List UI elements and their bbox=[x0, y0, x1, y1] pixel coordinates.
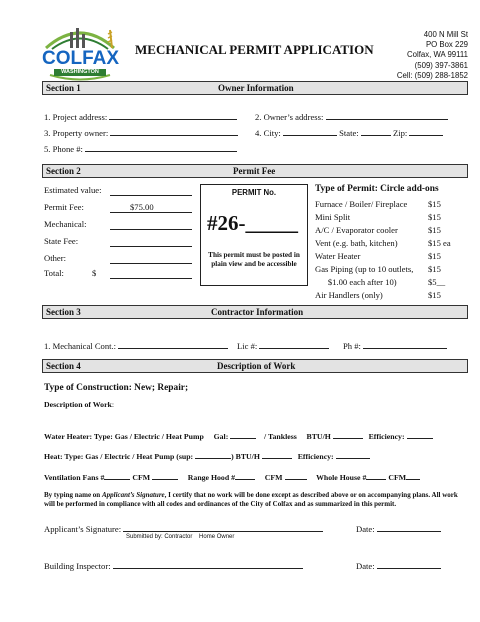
zip-label: Zip: bbox=[393, 128, 408, 138]
city-field[interactable] bbox=[255, 127, 443, 138]
certification-statement bbox=[44, 491, 468, 510]
ventilation-fans-line[interactable] bbox=[104, 471, 130, 480]
heat-sup-line[interactable] bbox=[195, 450, 231, 459]
heat-efficiency-line[interactable] bbox=[336, 450, 370, 459]
fee-amount: $15 bbox=[428, 212, 441, 222]
cert-signature-ref: Applicant’s Signature bbox=[101, 491, 165, 499]
heat-label: Heat: Type: Gas / Electric / Heat Pump (sup: bbox=[44, 452, 194, 461]
tankless-label: / Tankless bbox=[264, 432, 297, 441]
city-line[interactable] bbox=[283, 127, 337, 136]
property-owner-label: 3. Property owner: bbox=[44, 128, 109, 138]
logo-text: COLFAX bbox=[42, 48, 120, 69]
whole-house-cfm-line[interactable] bbox=[406, 471, 420, 480]
logo-subtext: WASHINGTON bbox=[54, 69, 106, 76]
mechanical-contractor-label: 1. Mechanical Cont.: bbox=[44, 341, 117, 351]
heat-row[interactable] bbox=[44, 450, 370, 461]
fee-label[interactable]: $1.00 each after 10) bbox=[315, 277, 397, 287]
whole-house-cfm-label: CFM bbox=[388, 473, 407, 482]
fee-amount: $15 bbox=[428, 251, 441, 261]
contractor-phone-label: Ph #: bbox=[343, 341, 361, 351]
section2-header bbox=[42, 164, 468, 178]
estimated-value-label: Estimated value: bbox=[44, 185, 102, 195]
owner-address-line[interactable] bbox=[326, 111, 448, 120]
colfax-logo bbox=[40, 22, 120, 82]
description-colon: : bbox=[111, 400, 115, 409]
section1-label: Section 1 bbox=[46, 83, 81, 93]
water-heater-btuh-label: BTU/H bbox=[306, 432, 331, 441]
water-heater-efficiency-line[interactable] bbox=[407, 430, 433, 439]
water-heater-label: Water Heater: Type: Gas / Electric / Heat Pump bbox=[44, 432, 204, 441]
whole-house-label: Whole House # bbox=[316, 473, 367, 482]
total-line[interactable] bbox=[110, 278, 192, 279]
permit-number-box bbox=[200, 184, 308, 286]
zip-line[interactable] bbox=[409, 127, 443, 136]
type-of-permit-heading: Type of Permit: Circle add-ons bbox=[315, 184, 439, 194]
property-owner-field[interactable] bbox=[44, 127, 238, 138]
applicant-date-label: Date: bbox=[356, 524, 375, 534]
project-address-label: 1. Project address: bbox=[44, 112, 108, 122]
section3-label: Section 3 bbox=[46, 307, 81, 317]
water-heater-btuh-line[interactable] bbox=[333, 430, 363, 439]
gal-label: Gal: bbox=[213, 432, 229, 441]
mechanical-label: Mechanical: bbox=[44, 219, 87, 229]
submitted-by[interactable]: Submitted by: Contractor Home Owner bbox=[126, 534, 235, 540]
other-line[interactable] bbox=[110, 263, 192, 264]
page-title: MECHANICAL PERMIT APPLICATION bbox=[135, 42, 374, 57]
permit-fee-line[interactable] bbox=[110, 212, 192, 213]
inspector-date-label: Date: bbox=[356, 561, 375, 571]
fee-label[interactable]: Water Heater bbox=[315, 251, 361, 261]
address-line: Colfax, WA 99111 bbox=[407, 50, 468, 60]
state-label: State: bbox=[339, 128, 359, 138]
owner-address-field[interactable] bbox=[255, 111, 448, 122]
range-hood-cfm-label: CFM bbox=[264, 473, 283, 482]
heat-btuh-line[interactable] bbox=[262, 450, 292, 459]
applicant-date-field[interactable] bbox=[356, 523, 441, 534]
fee-label[interactable]: Mini Split bbox=[315, 212, 351, 222]
applicant-signature-line[interactable] bbox=[123, 523, 323, 532]
fee-amount: $15 ea bbox=[428, 238, 451, 248]
section3-header bbox=[42, 305, 468, 319]
address-line: PO Box 229 bbox=[425, 40, 468, 50]
contractor-phone-field[interactable] bbox=[343, 340, 447, 351]
whole-house-line[interactable] bbox=[366, 471, 386, 480]
water-heater-efficiency-label: Efficiency: bbox=[368, 432, 405, 441]
section3-title: Contractor Information bbox=[211, 307, 304, 317]
phone-field[interactable] bbox=[44, 143, 237, 154]
license-label: Lic #: bbox=[237, 341, 258, 351]
section2-title: Permit Fee bbox=[233, 166, 276, 176]
total-dollar: $ bbox=[92, 268, 97, 278]
cert-text-b: , I certify that no work will be done except as described above or on accompanying plans. All work will be performed in compliance with all codes and ordinances of the City of Colfax and as summarized in this permit. bbox=[44, 491, 458, 509]
owner-address-label: 2. Owner’s address: bbox=[255, 112, 324, 122]
estimated-value-line[interactable] bbox=[110, 195, 192, 196]
project-address-field[interactable] bbox=[44, 111, 237, 122]
applicant-date-line[interactable] bbox=[377, 523, 441, 532]
address-line: (509) 397-3861 bbox=[414, 60, 468, 70]
city-label: 4. City: bbox=[255, 128, 281, 138]
range-hood-label: Range Hood # bbox=[187, 473, 236, 482]
address-line: Cell: (509) 288-1852 bbox=[396, 70, 468, 80]
fee-amount: $15 bbox=[428, 290, 441, 300]
mechanical-line[interactable] bbox=[110, 229, 192, 230]
fee-label[interactable]: Vent (e.g. bath, kitchen) bbox=[315, 238, 398, 248]
fee-label[interactable]: Furnace / Boiler/ Fireplace bbox=[315, 199, 408, 209]
description-of-work bbox=[44, 400, 114, 409]
state-fee-line[interactable] bbox=[110, 246, 192, 247]
permit-fee-label: Permit Fee: bbox=[44, 202, 84, 212]
ventilation-cfm-line[interactable] bbox=[152, 471, 178, 480]
fee-amount: $5__ bbox=[428, 277, 446, 287]
mechanical-contractor-field[interactable] bbox=[44, 340, 228, 351]
fee-amount: $15 bbox=[428, 264, 441, 274]
address-line: 400 N Mill St bbox=[423, 30, 468, 39]
type-of-construction[interactable]: Type of Construction: New; Repair; bbox=[44, 383, 189, 393]
permit-fee-value: $75.00 bbox=[130, 202, 154, 212]
description-label: Description of Work bbox=[44, 400, 112, 409]
property-owner-line[interactable] bbox=[110, 127, 238, 136]
heat-btuh-label: ) BTU/H bbox=[231, 452, 260, 461]
section1-header bbox=[42, 81, 468, 95]
inspector-date-line[interactable] bbox=[377, 560, 441, 569]
applicant-signature-label: Applicant’s Signature: bbox=[44, 524, 122, 534]
project-address-line[interactable] bbox=[109, 111, 237, 120]
fee-amount: $15 bbox=[428, 225, 441, 235]
address-block bbox=[397, 30, 468, 81]
fee-label[interactable]: A/C / Evaporator cooler bbox=[315, 225, 398, 235]
phone-label: 5. Phone #: bbox=[44, 144, 83, 154]
fee-label[interactable]: Air Handlers (only) bbox=[315, 290, 383, 300]
applicant-signature-field[interactable] bbox=[44, 523, 323, 534]
heat-efficiency-label: Efficiency: bbox=[297, 452, 334, 461]
ventilation-fans-label: Ventilation Fans # bbox=[44, 473, 105, 482]
section4-header bbox=[42, 359, 468, 373]
section2-label: Section 2 bbox=[46, 166, 81, 176]
permit-box-note: This permit must be posted in plain view and be accessible bbox=[208, 251, 300, 268]
state-line[interactable] bbox=[361, 127, 391, 136]
state-fee-label: State Fee: bbox=[44, 236, 79, 246]
section4-label: Section 4 bbox=[46, 361, 81, 371]
fee-amount: $15 bbox=[428, 199, 441, 209]
building-inspector-field[interactable] bbox=[44, 560, 303, 571]
range-hood-line[interactable] bbox=[235, 471, 255, 480]
ventilation-row[interactable] bbox=[44, 471, 420, 482]
water-heater-row[interactable] bbox=[44, 430, 433, 441]
building-inspector-label: Building Inspector: bbox=[44, 561, 111, 571]
gal-line[interactable] bbox=[230, 430, 256, 439]
permit-number[interactable]: #26-_____ bbox=[207, 211, 298, 235]
permit-box-heading: PERMIT No. bbox=[231, 188, 277, 197]
other-label: Other: bbox=[44, 253, 66, 263]
license-field[interactable] bbox=[237, 340, 329, 351]
license-line[interactable] bbox=[259, 340, 329, 349]
cert-text-a: By typing name on bbox=[44, 491, 102, 499]
inspector-date-field[interactable] bbox=[356, 560, 441, 571]
mechanical-contractor-line[interactable] bbox=[118, 340, 228, 349]
section1-title: Owner Information bbox=[218, 83, 294, 93]
building-inspector-line[interactable] bbox=[113, 560, 303, 569]
range-hood-cfm-line[interactable] bbox=[285, 471, 307, 480]
ventilation-cfm-label: CFM bbox=[132, 473, 151, 482]
fee-label[interactable]: Gas Piping (up to 10 outlets, bbox=[315, 264, 414, 274]
phone-line[interactable] bbox=[85, 143, 237, 152]
total-label: Total: bbox=[44, 268, 64, 278]
contractor-phone-line[interactable] bbox=[363, 340, 447, 349]
section4-title: Description of Work bbox=[217, 361, 296, 371]
